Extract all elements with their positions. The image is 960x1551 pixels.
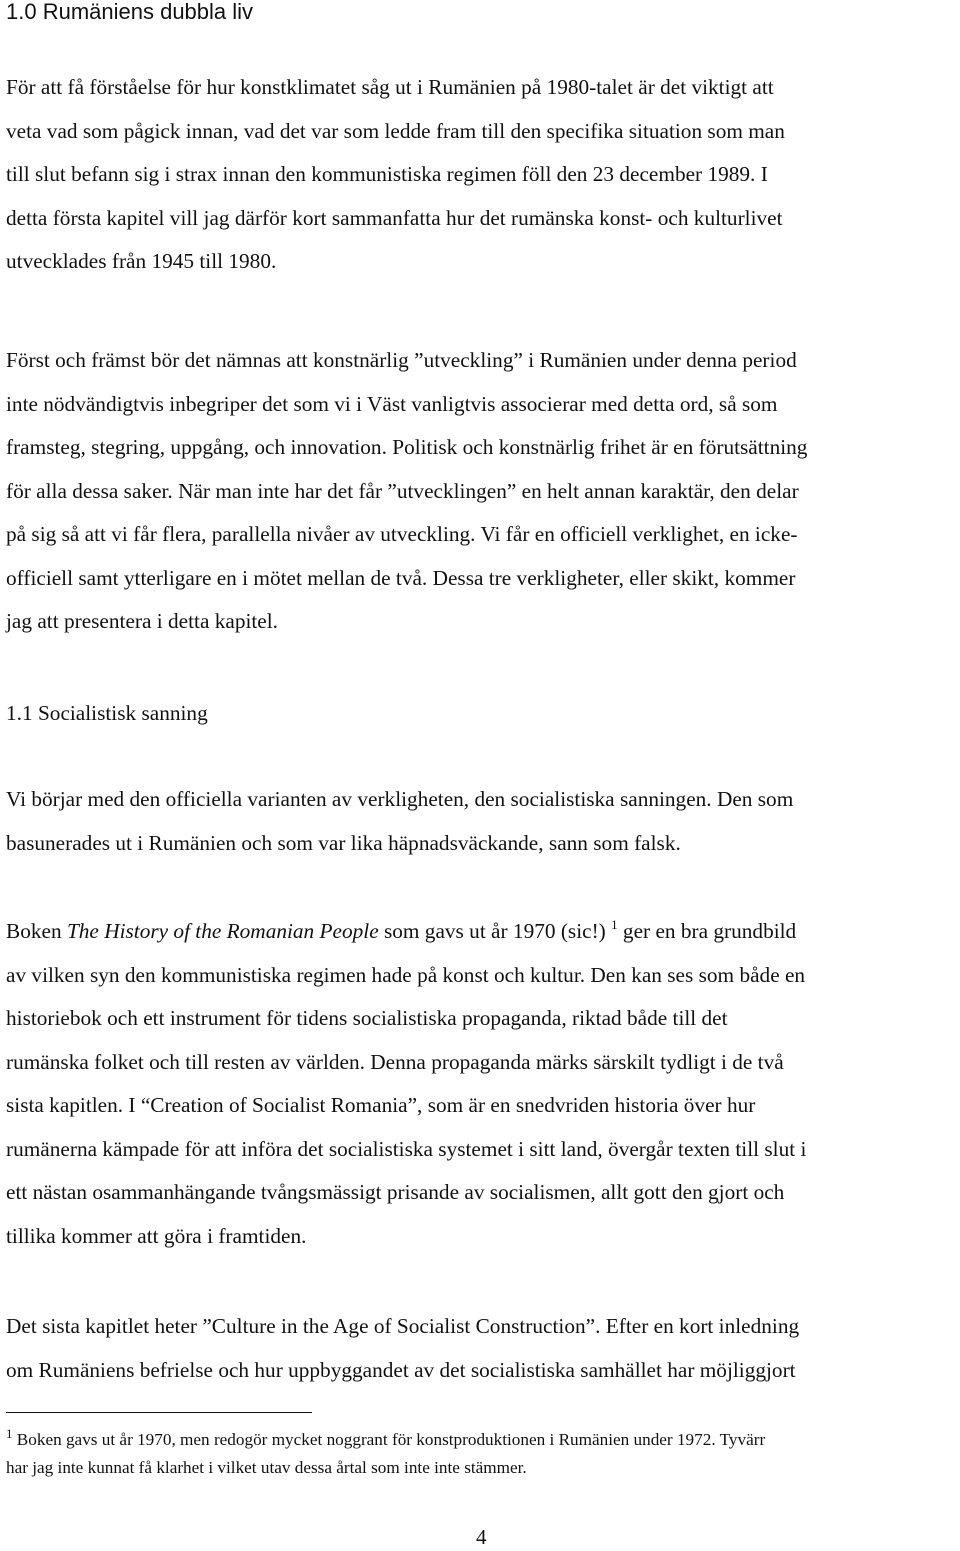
- text-run: Boken gavs ut år 1970, men redogör mycket noggrant för konstproduktionen i Rumänien under 1972. Tyvärr: [12, 1430, 766, 1449]
- footnote-mark: 1: [6, 1426, 13, 1441]
- text-line: framsteg, stegring, uppgång, och innovation. Politisk och konstnärlig frihet är en förutsättning: [6, 435, 808, 459]
- text-line: basunerades ut i Rumänien och som var lika häpnadsväckande, sann som falsk.: [6, 830, 681, 855]
- text-line: detta första kapitel vill jag därför kort sammanfatta hur det rumänska konst- och kulturlivet: [6, 205, 783, 230]
- paragraph-development: [6, 339, 956, 644]
- book-title: The History of the Romanian People: [66, 919, 379, 943]
- text-line: [6, 910, 956, 954]
- text-line: Först och främst bör det nämnas att konstnärlig ”utveckling” i Rumänien under denna period: [6, 348, 797, 372]
- text-line: rumänska folket och till resten av världen. Denna propaganda märks särskilt tydligt i de två: [6, 1049, 784, 1074]
- text-run: som gavs ut år 1970 (sic!): [378, 919, 612, 943]
- page-number: 4: [476, 1525, 487, 1549]
- text-line: för alla dessa saker. När man inte har det får ”utvecklingen” en helt annan karaktär, den delar: [6, 478, 799, 503]
- paragraph-last-chapter: [6, 1305, 956, 1392]
- text-line: sista kapitlen. I “Creation of Socialist Romania”, som är en snedvriden historia över hur: [6, 1093, 756, 1117]
- text-line: jag att presentera i detta kapitel.: [6, 609, 279, 633]
- text-line: Det sista kapitlet heter ”Culture in the Age of Socialist Construction”. Efter en kort inledning: [6, 1314, 800, 1338]
- footnote-separator: [6, 1412, 312, 1413]
- text-line: För att få förståelse för hur konstklimatet såg ut i Rumänien på 1980-talet är det viktigt att: [6, 75, 774, 99]
- footnote-line: har jag inte kunnat få klarhet i vilket utav dessa årtal som inte inte stämmer.: [6, 1458, 527, 1477]
- paragraph-intro: [6, 66, 956, 284]
- text-line: historiebok och ett instrument för tidens socialistiska propaganda, riktad både till det: [6, 1006, 728, 1030]
- text-line: officiell samt ytterligare en i mötet mellan de två. Dessa tre verkligheter, eller skikt, kommer: [6, 565, 796, 590]
- text-line: utvecklades från 1945 till 1980.: [6, 249, 277, 273]
- text-line: ett nästan osammanhängande tvångsmässigt prisande av socialismen, allt gott den gjort och: [6, 1180, 785, 1204]
- footnote: [6, 1426, 956, 1482]
- text-line: inte nödvändigtvis inbegriper det som vi i Väst vanligtvis associerar med detta ord, så som: [6, 391, 778, 416]
- paragraph-book: [6, 910, 956, 1258]
- text-line: till slut befann sig i strax innan den kommunistiska regimen föll den 23 december 1989. I: [6, 162, 768, 186]
- chapter-heading: 1.0 Rumäniens dubbla liv: [6, 0, 254, 24]
- text-line: på sig så att vi får flera, parallella nivåer av utveckling. Vi får en officiell verklighet, en icke-: [6, 522, 798, 546]
- text-run: Boken: [6, 919, 67, 943]
- text-line: Vi börjar med den officiella varianten av verkligheten, den socialistiska sanningen. Den som: [6, 787, 794, 811]
- text-line: om Rumäniens befrielse och hur uppbyggandet av det socialistiska samhället har möjliggjort: [6, 1357, 796, 1382]
- text-run: ger en bra grundbild: [617, 919, 797, 943]
- paragraph-official-truth: [6, 778, 956, 865]
- text-line: rumänerna kämpade för att införa det socialistiska systemet i sitt land, övergår texten till slut i: [6, 1136, 807, 1161]
- text-line: av vilken syn den kommunistiska regimen hade på konst och kultur. Den kan ses som både en: [6, 962, 806, 987]
- text-line: veta vad som pågick innan, vad det var som ledde fram till den specifika situation som man: [6, 118, 785, 143]
- footnote-reference[interactable]: 1: [611, 917, 618, 932]
- text-line: tillika kommer att göra i framtiden.: [6, 1223, 307, 1248]
- footnote-line: [6, 1426, 956, 1454]
- section-heading: 1.1 Socialistisk sanning: [6, 701, 208, 725]
